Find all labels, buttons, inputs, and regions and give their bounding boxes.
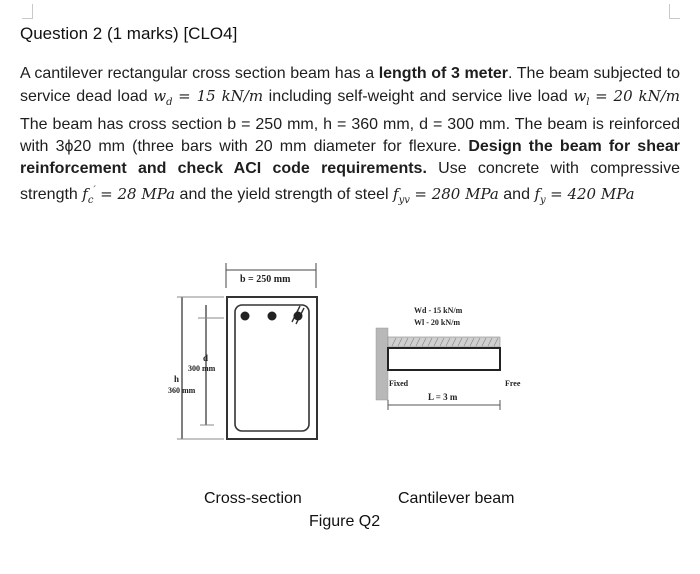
b-dimension-label: b = 250 mm — [240, 274, 291, 285]
length-label: L = 3 m — [428, 392, 458, 402]
rebar-2 — [268, 312, 277, 321]
h-label: h — [174, 374, 180, 384]
rebar-1 — [241, 312, 250, 321]
fyv-equation: = 280 MPa — [414, 185, 499, 203]
live-load-symbol: $w_l$ — [573, 87, 590, 108]
d-label: d — [203, 353, 209, 363]
free-label: Free — [505, 379, 521, 388]
cantilever-drawing — [376, 306, 521, 410]
dead-load-equation: = 15 kN/m — [178, 87, 264, 105]
caption-figure: Figure Q2 — [309, 513, 381, 530]
fyv-symbol: $f_{yv}$ — [393, 185, 410, 206]
live-load-equation: = 20 kN/m — [595, 87, 681, 105]
cross-section-drawing — [168, 263, 317, 439]
fc-symbol: $f_c'$ — [82, 185, 96, 206]
text-s5: Use concrete with compressive strength — [20, 160, 680, 203]
dead-load-symbol: $w_d$ — [153, 87, 173, 108]
text-s4: The beam has cross section b = 250 mm, h = 360 mm, d = 300 mm. The beam is reinforced with 3ϕ20 mm (three bars with 20 mm diameter for flexure. — [20, 116, 680, 155]
text-s6: and the yield strength of steel — [179, 186, 389, 203]
caption-cross-section: Cross-section — [204, 490, 302, 507]
text-s1: A cantilever rectangular cross section beam has a — [20, 65, 375, 82]
cantilever-beam — [388, 348, 500, 370]
fy-symbol: $f_y$ — [534, 185, 546, 206]
text-length-bold: length of 3 meter — [378, 65, 509, 82]
text-s2: . The beam subjected to service dead load — [20, 65, 680, 105]
h-value-label: 360 mm — [168, 386, 196, 395]
fy-equation: = 420 MPa — [550, 185, 635, 203]
text-design-bold: Design the beam for shear reinforcement and check ACI code requirements. — [20, 138, 680, 177]
text-s3: including self-weight and service live load — [268, 88, 568, 105]
live-load-label: Wl - 20 kN/m — [414, 318, 460, 327]
fc-equation: = 28 MPa — [100, 185, 176, 203]
text-s7: and — [503, 186, 530, 203]
fixed-label: Fixed — [389, 379, 409, 388]
rebar-3 — [294, 312, 303, 321]
question-title: Question 2 (1 marks) [CLO4] — [20, 24, 238, 43]
d-value-label: 300 mm — [188, 364, 216, 373]
fixed-support — [376, 328, 388, 400]
dead-load-label: Wd - 15 kN/m — [414, 306, 463, 315]
caption-cantilever-beam: Cantilever beam — [398, 490, 515, 507]
